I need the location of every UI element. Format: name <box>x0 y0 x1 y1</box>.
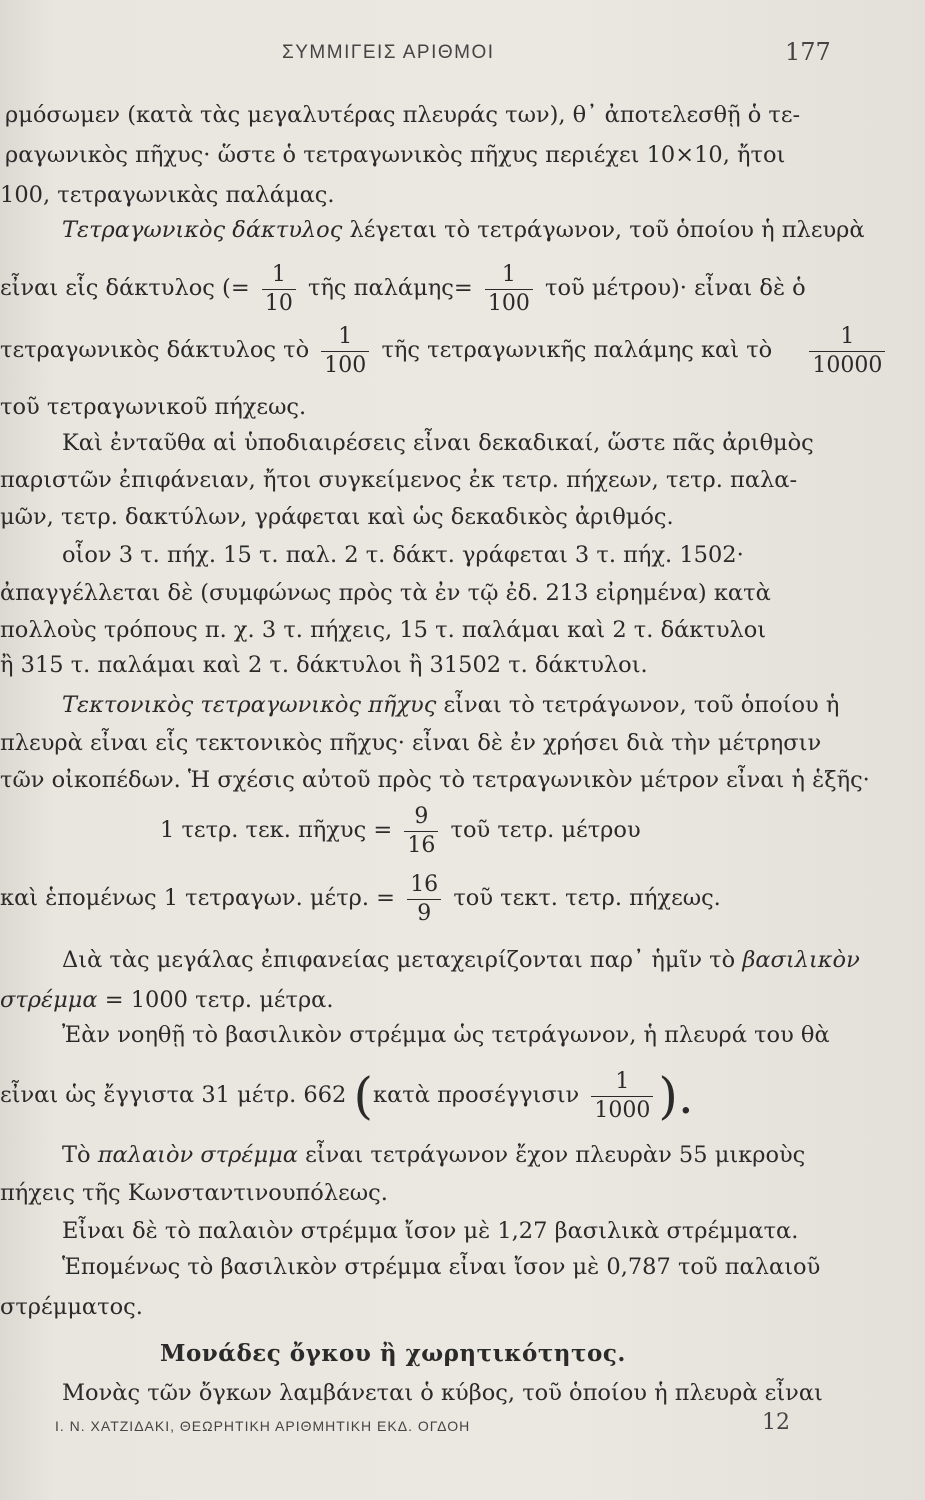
text-line-8: Καὶ ἐνταῦθα αἱ ὑποδιαιρέσεις εἶναι δεκαδικαί, ὥστε πᾶς ἀριθμὸς <box>62 430 814 456</box>
text-line-4: Τετραγωνικὸς δάκτυλος λέγεται τὸ τετράγωνον, τοῦ ὁποίου ἡ πλευρὰ <box>62 217 865 243</box>
term-old-stremma: παλαιὸν στρέμμα <box>97 1142 298 1168</box>
fraction-1-1000: $\frac{1}{1000}$ <box>591 1071 653 1122</box>
text-line-9: παριστῶν ἐπιφάνειαν, ἤτοι συγκείμενος ἐκ τετρ. πήχεων, τετρ. παλα- <box>0 467 798 493</box>
text-line-15: Τεκτονικὸς τετραγωνικὸς πῆχυς εἶναι τὸ τετράγωνον, τοῦ ὁποίου ἡ <box>62 692 840 718</box>
fraction-1-10: $\frac{1}{10}$ <box>262 264 296 315</box>
text-line-17: τῶν οἰκοπέδων. Ἡ σχέσις αὐτοῦ πρὸς τὸ τετραγωνικὸν μέτρον εἶναι ἡ ἑξῆς· <box>0 767 870 793</box>
text-line-20: Διὰ τὰς μεγάλας ἐπιφανείας μεταχειρίζονται παρ᾽ ἡμῖν τὸ βασιλικὸν <box>62 947 860 973</box>
text-line-28: στρέμματος. <box>0 1294 143 1320</box>
fraction-1-10000: $\frac{1}{10000}$ <box>809 326 885 377</box>
text-line-6: τετραγωνικὸς δάκτυλος τὸ $\frac{1}{100}$ τῆς τετραγωνικῆς παλάμης καὶ τὸ $\frac{1}{10000}$ <box>0 320 890 380</box>
text-line-10: μῶν, τετρ. δακτύλων, γράφεται καὶ ὡς δεκαδικὸς ἀριθμός. <box>0 504 674 530</box>
page-number: 177 <box>785 38 831 66</box>
text-line-26: Εἶναι δὲ τὸ παλαιὸν στρέμμα ἴσον μὲ 1,27 βασιλικὰ στρέμματα. <box>62 1218 799 1244</box>
text-line-1: ρμόσωμεν (κατὰ τὰς μεγαλυτέρας πλευράς των), θ᾽ ἀποτελεσθῇ ὁ τε- <box>5 102 801 128</box>
text-line-27: Ἑπομένως τὸ βασιλικὸν στρέμμα εἶναι ἴσον μὲ 0,787 τοῦ παλαιοῦ <box>62 1254 821 1280</box>
fraction-1-100-b: $\frac{1}{100}$ <box>321 326 369 377</box>
text-line-24: Τὸ παλαιὸν στρέμμα εἶναι τετράγωνον ἔχον πλευρὰν 55 μικροὺς <box>62 1142 806 1168</box>
text-line-7: τοῦ τετραγωνικοῦ πήχεως. <box>0 394 307 420</box>
text-line-2: ραγωνικὸς πῆχυς· ὥστε ὁ τετραγωνικὸς πῆχυς περιέχει 10×10, ἤτοι <box>5 142 786 168</box>
text-line-14: ἢ 315 τ. παλάμαι καὶ 2 τ. δάκτυλοι ἢ 31502 τ. δάκτυλοι. <box>0 652 648 678</box>
text-line-30: Μονὰς τῶν ὄγκων λαμβάνεται ὁ κύβος, τοῦ ὁποίου ἡ πλευρὰ εἶναι <box>62 1380 823 1406</box>
text-line-22: Ἐὰν νοηθῇ τὸ βασιλικὸν στρέμμα ὡς τετράγωνον, ἡ πλευρά του θὰ <box>62 1022 830 1048</box>
running-header <box>0 38 925 68</box>
text-line-21: στρέμμα = 1000 τετρ. μέτρα. <box>0 987 334 1013</box>
fraction-16-9: $\frac{16}{9}$ <box>407 874 441 925</box>
section-heading: Μονάδες ὄγκου ἢ χωρητικότητος. <box>160 1340 626 1367</box>
fraction-9-16: $\frac{9}{16}$ <box>404 806 438 857</box>
equation-1: 1 τετρ. τεκ. πῆχυς = $\frac{9}{16}$ τοῦ τετρ. μέτρου <box>160 803 641 858</box>
term-carpenter-square-cubit: Τεκτονικὸς τετραγωνικὸς πῆχυς <box>62 692 437 718</box>
text-line-16: πλευρὰ εἶναι εἷς τεκτονικὸς πῆχυς· εἶναι δὲ ἐν χρήσει διὰ τὴν μέτρησιν <box>0 730 822 756</box>
fraction-1-100: $\frac{1}{100}$ <box>485 264 533 315</box>
footer-imprint: Ι. Ν. ΧΑΤΖΙΔΑΚΙ, ΘΕΩΡΗΤΙΚΗ ΑΡΙΘΜΗΤΙΚΗ ΕΚΔ. ΟΓΔΟΗ <box>55 1418 471 1434</box>
text-line-23: εἶναι ὡς ἔγγιστα 31 μέτρ. 662 (κατὰ προσέγγισιν $\frac{1}{1000}$ ). <box>0 1067 694 1125</box>
text-line-25: πήχεις τῆς Κωνσταντινουπόλεως. <box>0 1180 388 1206</box>
text-line-3: 100, τετραγωνικὰς παλάμας. <box>0 182 335 208</box>
header-title: ΣΥΜΜΙΓΕΙΣ ΑΡΙΘΜΟΙ <box>282 42 495 63</box>
text-line-11: οἷον 3 τ. πήχ. 15 τ. παλ. 2 τ. δάκτ. γράφεται 3 τ. πήχ. 1502· <box>62 542 744 568</box>
term-square-finger: Τετραγωνικὸς δάκτυλος <box>62 217 343 243</box>
text-line-13: πολλοὺς τρόπους π. χ. 3 τ. πήχεις, 15 τ. παλάμαι καὶ 2 τ. δάκτυλοι <box>0 617 767 643</box>
text-line-5: εἶναι εἷς δάκτυλος (= $\frac{1}{10}$ τῆς παλάμης= $\frac{1}{100}$ τοῦ μέτρου)· εἶναι δὲ ὁ <box>0 261 806 316</box>
text-line-12: ἀπαγγέλλεται δὲ (συμφώνως πρὸς τὰ ἐν τῷ ἐδ. 213 εἰρημένα) κατὰ <box>0 580 771 606</box>
term-royal-stremma: βασιλικὸν <box>742 947 860 973</box>
equation-2: καὶ ἑπομένως 1 τετραγων. μέτρ. = $\frac{16}{9}$ τοῦ τεκτ. τετρ. πήχεως. <box>0 871 721 926</box>
signature-mark: 12 <box>762 1410 790 1435</box>
